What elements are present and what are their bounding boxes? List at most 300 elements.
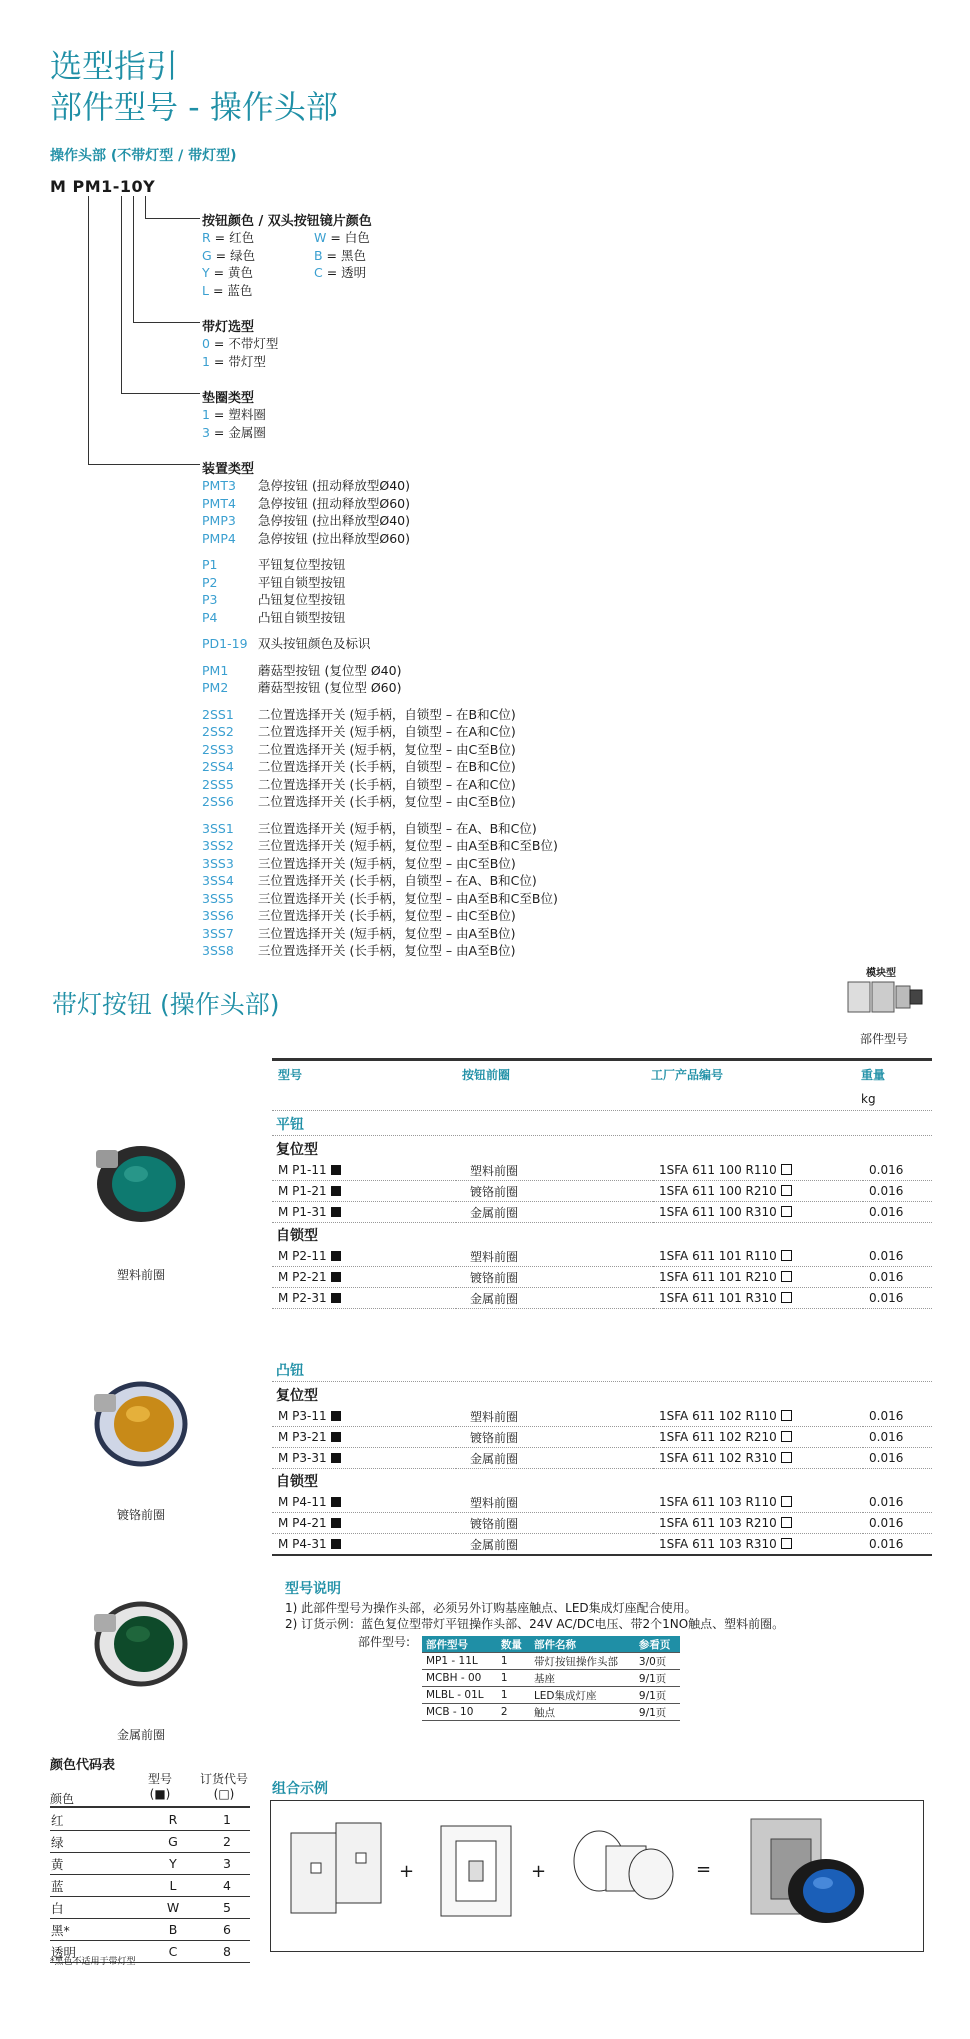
device-code: PMT3 — [202, 478, 236, 493]
order-cell: MLBL - 01L — [422, 1687, 497, 1704]
device-code: PM2 — [202, 680, 229, 695]
device-desc: 二位置选择开关 (短手柄，自锁型 – 在A和C位) — [258, 724, 516, 739]
weight-cell — [863, 1492, 932, 1513]
model-text: M P1-31 — [278, 1205, 327, 1219]
bezel-cell — [456, 1267, 653, 1288]
model-cell — [272, 1513, 456, 1534]
color-model-code: B — [142, 1919, 204, 1941]
model-text: M P4-31 — [278, 1537, 327, 1551]
color-model-code: G — [142, 1831, 204, 1853]
color-code-row — [50, 1809, 250, 1831]
filled-square-icon — [331, 1497, 341, 1507]
model-cell — [272, 1181, 456, 1202]
plastic-bezel-button-image — [86, 1128, 196, 1228]
device-desc: 三位置选择开关 (短手柄，复位型 – 由A至B位) — [258, 925, 516, 941]
raised-latch-table — [272, 1492, 932, 1555]
weight-text: 0.016 — [869, 1430, 904, 1444]
device-row — [202, 574, 558, 592]
bezel-cell — [456, 1181, 653, 1202]
weight-text: 0.016 — [869, 1270, 904, 1284]
color-code-row — [50, 1897, 250, 1919]
order-row — [422, 1687, 680, 1704]
order-cell: 1 — [497, 1653, 530, 1670]
device-code: 2SS6 — [202, 794, 234, 809]
lamp-item — [202, 353, 278, 371]
flat-label: 平钮 — [276, 1117, 304, 1133]
bracket-line — [88, 464, 200, 465]
lamp-item — [202, 335, 278, 353]
color-name: 黑* — [50, 1919, 142, 1941]
device-row — [202, 495, 558, 513]
order-header-label: 订货代号 — [199, 1772, 248, 1786]
partno-cell — [653, 1181, 863, 1202]
device-row — [202, 793, 558, 811]
weight-text: 0.016 — [869, 1516, 904, 1530]
order-row — [422, 1670, 680, 1687]
combo-title: 组合示例 — [272, 1781, 328, 1797]
partno-cell — [653, 1202, 863, 1223]
color-code-title: 颜色代码表 — [50, 1758, 116, 1773]
page-subtitle: 部件型号 - 操作头部 — [50, 88, 338, 126]
weight-cell — [863, 1513, 932, 1534]
partno-text: 1SFA 611 103 R310 — [659, 1537, 777, 1551]
product-table-header — [272, 1064, 932, 1115]
device-desc: 二位置选择开关 (长手柄，自锁型 – 在A和C位) — [258, 776, 516, 792]
table-bottom-rule — [272, 1554, 932, 1556]
part-no-label: 部件型号: — [358, 1635, 411, 1649]
legend-code: L — [202, 282, 209, 298]
bezel-text: 塑料前圈 — [470, 1495, 519, 1510]
color-order-code: 4 — [204, 1875, 250, 1897]
device-code: 3SS5 — [202, 890, 234, 906]
partno-text: 1SFA 611 102 R110 — [659, 1409, 777, 1423]
filled-square-icon — [331, 1165, 341, 1175]
bezel-text: 金属前圈 — [470, 1205, 519, 1220]
bracket-line — [121, 393, 200, 394]
model-cell — [272, 1288, 456, 1309]
device-row — [202, 741, 558, 759]
bezel-text: 镀铬前圈 — [470, 1184, 519, 1199]
page-title: 选型指引 — [50, 47, 179, 85]
bezel-cell — [456, 1406, 653, 1427]
weight-text: 0.016 — [869, 1537, 904, 1551]
order-cell: MCB - 10 — [422, 1704, 497, 1721]
color-name: 透明 — [50, 1941, 142, 1963]
partno-cell — [653, 1267, 863, 1288]
filled-square-icon — [331, 1518, 341, 1528]
raised-reset-label: 复位型 — [276, 1388, 318, 1404]
device-desc: 三位置选择开关 (短手柄，复位型 – 由C至B位) — [258, 855, 516, 871]
color-item — [314, 229, 370, 247]
col-bezel: 按钮前圈 — [462, 1068, 511, 1082]
device-row — [202, 776, 558, 794]
color-name: 绿 — [50, 1831, 142, 1853]
color-code-order-header — [194, 1770, 254, 1801]
color-order-code: 6 — [204, 1919, 250, 1941]
device-desc: 急停按钮 (拉出释放型Ø60) — [258, 530, 410, 546]
col-weight-label: 重量 — [861, 1068, 886, 1082]
plus-sign: + — [531, 1861, 547, 1882]
device-desc: 三位置选择开关 (长手柄，复位型 – 由A至B和C至B位) — [258, 890, 558, 906]
device-desc: 凸钮复位型按钮 — [258, 592, 346, 607]
color-model-code: Y — [142, 1853, 204, 1875]
bracket-line — [133, 196, 134, 323]
weight-text: 0.016 — [869, 1495, 904, 1509]
bezel-cell — [456, 1288, 653, 1309]
device-row — [202, 591, 558, 609]
partno-cell — [653, 1427, 863, 1448]
table-row — [272, 1202, 932, 1223]
order-cell: 带灯按钮操作头部 — [530, 1653, 635, 1670]
legend-desc: = 蓝色 — [208, 282, 253, 298]
color-name: 蓝 — [50, 1875, 142, 1897]
lamp-legend-items — [202, 335, 278, 370]
legend-desc: = 红色 — [210, 230, 255, 245]
bezel-text: 塑料前圈 — [470, 1409, 519, 1424]
device-code: 2SS2 — [202, 724, 234, 739]
bezel-text: 塑料前圈 — [470, 1249, 519, 1264]
empty-square-icon — [781, 1250, 792, 1261]
partno-text: 1SFA 611 101 R110 — [659, 1249, 777, 1263]
order-row — [422, 1704, 680, 1721]
legend-code: 1 — [202, 353, 210, 369]
order-cell: MCBH - 00 — [422, 1670, 497, 1687]
bezel-item — [202, 406, 266, 424]
weight-unit: kg — [861, 1092, 876, 1106]
device-code: PMP4 — [202, 530, 236, 546]
color-footnote: *黑色不适用于带灯型 — [50, 1957, 136, 1967]
empty-square-icon — [781, 1185, 792, 1196]
color-item — [202, 282, 314, 300]
partno-text: 1SFA 611 103 R110 — [659, 1495, 777, 1509]
color-name: 白 — [50, 1897, 142, 1919]
partno-text: 1SFA 611 101 R210 — [659, 1270, 777, 1284]
order-cell: MP1 - 11L — [422, 1653, 497, 1670]
device-row — [202, 820, 558, 838]
weight-cell — [863, 1267, 932, 1288]
device-row — [202, 609, 558, 627]
order-header-cell: 部件型号 — [422, 1636, 497, 1653]
bezel-cell — [456, 1534, 653, 1555]
device-desc: 二位置选择开关 (短手柄，自锁型 – 在B和C位) — [258, 706, 516, 722]
table-row — [272, 1246, 932, 1267]
device-code: 3SS8 — [202, 943, 234, 958]
empty-square-icon — [781, 1517, 792, 1528]
color-item — [202, 264, 314, 282]
bezel-text: 塑料前圈 — [470, 1163, 519, 1178]
empty-square-icon — [781, 1538, 792, 1549]
partno-text: 1SFA 611 103 R210 — [659, 1516, 777, 1530]
device-code: 2SS4 — [202, 759, 234, 774]
legend-desc: = 黄色 — [209, 265, 254, 280]
device-group — [202, 556, 558, 626]
weight-cell — [863, 1288, 932, 1309]
module-label: 模块型 — [866, 968, 896, 979]
legend-desc: = 白色 — [326, 230, 370, 245]
bezel-legend-title: 垫圈类型 — [202, 391, 255, 406]
bracket-line — [88, 196, 89, 465]
order-row — [422, 1653, 680, 1670]
device-desc: 急停按钮 (拉出释放型Ø40) — [258, 513, 410, 528]
empty-square-icon — [781, 1410, 792, 1421]
color-model-code: W — [142, 1897, 204, 1919]
model-header-symbol: (■) — [149, 1787, 171, 1801]
device-code: P3 — [202, 592, 218, 607]
table-row — [272, 1181, 932, 1202]
device-row — [202, 556, 558, 574]
bezel-text: 金属前圈 — [470, 1537, 519, 1552]
device-code: P2 — [202, 574, 218, 590]
model-cell — [272, 1406, 456, 1427]
flat-reset-table — [272, 1160, 932, 1223]
bezel-legend-items — [202, 406, 266, 441]
model-text: M P2-11 — [278, 1249, 327, 1263]
color-code-row — [50, 1831, 250, 1853]
model-text: M P3-31 — [278, 1451, 327, 1465]
legend-desc: = 金属圈 — [209, 424, 266, 440]
bracket-line — [133, 322, 200, 323]
legend-code: 3 — [202, 424, 210, 440]
partno-cell — [653, 1288, 863, 1309]
legend-code: C — [314, 265, 323, 280]
device-desc: 三位置选择开关 (长手柄，自锁型 – 在A、B和C位) — [258, 873, 537, 888]
color-order-code: 1 — [204, 1809, 250, 1831]
table-row — [272, 1406, 932, 1427]
color-code-table — [50, 1809, 250, 1963]
weight-text: 0.016 — [869, 1163, 904, 1177]
device-legend — [202, 458, 558, 960]
order-cell: 9/1页 — [635, 1670, 680, 1687]
legend-desc: = 黑色 — [322, 247, 366, 263]
chrome-bezel-button-image — [86, 1370, 196, 1470]
color-item — [202, 229, 314, 247]
assembled-button-image — [741, 1809, 881, 1939]
filled-square-icon — [331, 1207, 341, 1217]
empty-square-icon — [781, 1431, 792, 1442]
device-code: PM1 — [202, 662, 229, 678]
device-code: 2SS3 — [202, 741, 234, 757]
weight-cell — [863, 1448, 932, 1469]
device-desc: 三位置选择开关 (短手柄，自锁型 – 在A、B和C位) — [258, 820, 537, 836]
table-row — [272, 1492, 932, 1513]
legend-desc: = 绿色 — [211, 247, 256, 263]
bracket-line — [145, 196, 146, 219]
weight-cell — [863, 1160, 932, 1181]
device-group — [202, 477, 558, 547]
model-text: M P1-21 — [278, 1184, 327, 1198]
lamp-legend-title: 带灯选型 — [202, 320, 255, 335]
device-row — [202, 635, 558, 653]
caption-plastic: 塑料前圈 — [116, 1268, 165, 1282]
color-code-row — [50, 1875, 250, 1897]
filled-square-icon — [331, 1539, 341, 1549]
device-code: 3SS6 — [202, 908, 234, 923]
device-row — [202, 872, 558, 890]
color-item — [314, 247, 370, 265]
model-text: M P2-21 — [278, 1270, 327, 1284]
bezel-text: 镀铬前圈 — [470, 1430, 519, 1445]
col-weight — [855, 1064, 932, 1115]
bezel-text: 镀铬前圈 — [470, 1270, 519, 1285]
partno-text: 1SFA 611 100 R210 — [659, 1184, 777, 1198]
model-cell — [272, 1448, 456, 1469]
model-text: M P4-21 — [278, 1516, 327, 1530]
flat-latch-table — [272, 1246, 932, 1309]
device-code: 3SS4 — [202, 873, 234, 888]
bezel-cell — [456, 1448, 653, 1469]
color-item — [202, 247, 314, 265]
device-row — [202, 837, 558, 855]
flat-reset-label: 复位型 — [276, 1142, 318, 1158]
weight-cell — [863, 1534, 932, 1555]
bezel-cell — [456, 1202, 653, 1223]
partno-cell — [653, 1448, 863, 1469]
divider — [272, 1135, 932, 1136]
device-code: PD1-19 — [202, 636, 248, 651]
raised-reset-table — [272, 1406, 932, 1469]
empty-square-icon — [781, 1271, 792, 1282]
contact-block-image — [281, 1813, 401, 1933]
order-cell: 基座 — [530, 1670, 635, 1687]
device-desc: 三位置选择开关 (长手柄，复位型 – 由A至B位) — [258, 943, 516, 958]
weight-text: 0.016 — [869, 1249, 904, 1263]
color-legend — [202, 210, 372, 299]
order-cell: 1 — [497, 1687, 530, 1704]
bezel-legend — [202, 387, 266, 441]
color-legend-right — [314, 229, 370, 299]
filled-square-icon — [331, 1293, 341, 1303]
legend-code: W — [314, 230, 327, 245]
model-cell — [272, 1534, 456, 1555]
empty-square-icon — [781, 1292, 792, 1303]
filled-square-icon — [331, 1453, 341, 1463]
device-desc: 急停按钮 (扭动释放型Ø40) — [258, 478, 410, 493]
color-order-code: 3 — [204, 1853, 250, 1875]
weight-cell — [863, 1181, 932, 1202]
table-row — [272, 1534, 932, 1555]
col-partno: 工厂产品编号 — [651, 1068, 724, 1082]
legend-desc: = 带灯型 — [209, 353, 266, 369]
color-order-code: 5 — [204, 1897, 250, 1919]
device-code: PMT4 — [202, 495, 236, 511]
device-desc: 二位置选择开关 (长手柄，自锁型 – 在B和C位) — [258, 759, 516, 774]
partno-text: 1SFA 611 100 R110 — [659, 1163, 777, 1177]
equals-sign: = — [696, 1859, 712, 1880]
device-group — [202, 662, 558, 697]
empty-square-icon — [781, 1452, 792, 1463]
color-name: 黄 — [50, 1853, 142, 1875]
table-row — [272, 1267, 932, 1288]
device-row — [202, 758, 558, 776]
device-code: 3SS2 — [202, 838, 234, 853]
legend-code: R — [202, 230, 211, 245]
model-cell — [272, 1246, 456, 1267]
order-cell: LED集成灯座 — [530, 1687, 635, 1704]
model-cell — [272, 1267, 456, 1288]
legend-code: 0 — [202, 336, 210, 351]
device-code: 3SS3 — [202, 855, 234, 871]
device-group — [202, 820, 558, 960]
partno-text: 1SFA 611 102 R310 — [659, 1451, 777, 1465]
legend-code: 1 — [202, 407, 210, 422]
partno-cell — [653, 1246, 863, 1267]
device-legend-groups — [202, 477, 558, 960]
color-order-code: 8 — [204, 1941, 250, 1963]
model-text: M P1-11 — [278, 1163, 327, 1177]
lamp-legend — [202, 316, 278, 370]
device-row — [202, 855, 558, 873]
bracket-line — [145, 218, 200, 219]
device-desc: 急停按钮 (扭动释放型Ø60) — [258, 495, 410, 511]
partno-text: 1SFA 611 100 R310 — [659, 1205, 777, 1219]
table-row — [272, 1513, 932, 1534]
bezel-item — [202, 424, 266, 442]
bezel-cell — [456, 1160, 653, 1181]
device-row — [202, 723, 558, 741]
device-desc: 平钮复位型按钮 — [258, 557, 346, 572]
color-code-model-header — [140, 1770, 180, 1801]
module-icon — [846, 978, 926, 1018]
notes-title: 型号说明 — [285, 1581, 341, 1597]
device-desc: 蘑菇型按钮 (复位型 Ø60) — [258, 680, 402, 695]
device-desc: 双头按钮颜色及标识 — [258, 636, 371, 651]
device-row — [202, 679, 558, 697]
color-name: 红 — [50, 1809, 142, 1831]
device-legend-title: 装置类型 — [202, 462, 255, 477]
color-order-code: 2 — [204, 1831, 250, 1853]
device-group — [202, 706, 558, 811]
operator-head-image — [561, 1816, 681, 1926]
weight-text: 0.016 — [869, 1184, 904, 1198]
color-model-code: R — [142, 1809, 204, 1831]
table-row — [272, 1448, 932, 1469]
model-code: M PM1-10Y — [50, 177, 156, 196]
divider — [272, 1381, 932, 1382]
device-row — [202, 662, 558, 680]
model-text: M P3-11 — [278, 1409, 327, 1423]
table-row — [272, 1160, 932, 1181]
color-model-code: L — [142, 1875, 204, 1897]
model-cell — [272, 1427, 456, 1448]
legend-code: Y — [202, 265, 210, 280]
device-desc: 三位置选择开关 (短手柄，复位型 – 由A至B和C至B位) — [258, 838, 558, 853]
notes-line2: 2) 订货示例：蓝色复位型带灯平钮操作头部、24V AC/DC电压、带2个1NO触点、塑料前圈。 — [285, 1617, 785, 1631]
bezel-text: 镀铬前圈 — [470, 1516, 519, 1531]
empty-square-icon — [781, 1206, 792, 1217]
weight-cell — [863, 1202, 932, 1223]
partno-cell — [653, 1534, 863, 1555]
notes-line1: 1) 此部件型号为操作头部，必须另外订购基座触点、LED集成灯座配合使用。 — [285, 1601, 697, 1615]
bezel-cell — [456, 1427, 653, 1448]
device-row — [202, 925, 558, 943]
color-model-code: C — [142, 1941, 204, 1963]
partno-text: 1SFA 611 101 R310 — [659, 1291, 777, 1305]
color-code-row — [50, 1853, 250, 1875]
partno-cell — [653, 1160, 863, 1181]
device-desc: 蘑菇型按钮 (复位型 Ø40) — [258, 662, 402, 678]
model-header-label: 型号 — [147, 1772, 172, 1786]
part-label: 部件型号 — [860, 1032, 909, 1046]
order-cell: 触点 — [530, 1704, 635, 1721]
flat-latch-label: 自锁型 — [276, 1228, 318, 1244]
legend-desc: = 塑料圈 — [209, 407, 266, 422]
filled-square-icon — [331, 1186, 341, 1196]
device-code: 3SS7 — [202, 925, 234, 941]
device-row — [202, 890, 558, 908]
order-header-cell: 数量 — [497, 1636, 530, 1653]
order-cell: 9/1页 — [635, 1704, 680, 1721]
order-cell: 1 — [497, 1670, 530, 1687]
